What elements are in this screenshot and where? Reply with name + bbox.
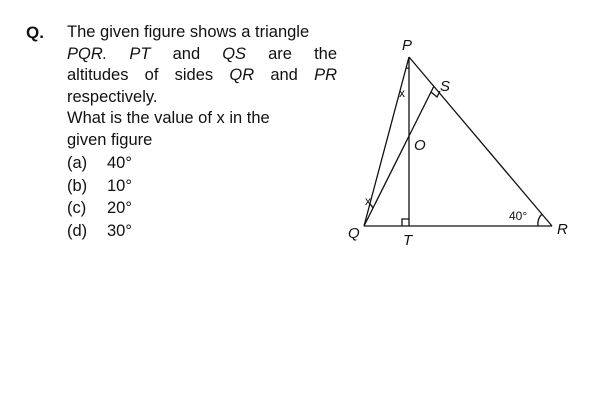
angle-label-x-q: x bbox=[365, 194, 371, 208]
word: sides bbox=[174, 66, 214, 84]
word: QR bbox=[229, 66, 255, 84]
word: PQR. bbox=[67, 44, 108, 63]
option-label: (a) bbox=[67, 154, 88, 172]
option-label: (d) bbox=[67, 221, 88, 240]
side-pr bbox=[409, 57, 552, 226]
option-label: (c) bbox=[67, 199, 87, 217]
vertex-label-o: O bbox=[414, 137, 426, 154]
word: the bbox=[314, 44, 337, 63]
word: PT bbox=[129, 44, 151, 63]
question-line-4: respectively. bbox=[67, 87, 158, 106]
word: are bbox=[268, 44, 292, 63]
vertex-label-r: R bbox=[557, 221, 568, 238]
option-label: (b) bbox=[67, 176, 88, 195]
angle-label-r: 40° bbox=[509, 209, 528, 223]
word: of bbox=[144, 66, 159, 84]
angle-arc-r bbox=[538, 214, 542, 226]
option-value: 30° bbox=[107, 221, 132, 240]
word: and bbox=[172, 44, 201, 63]
word: and bbox=[270, 66, 298, 84]
word: PR bbox=[314, 66, 337, 84]
right-angle-mark-t bbox=[402, 219, 409, 226]
vertex-label-t: T bbox=[403, 232, 413, 249]
vertex-label-s: S bbox=[440, 78, 451, 95]
vertex-label-p: P bbox=[402, 37, 413, 54]
question-number: Q. bbox=[26, 23, 44, 42]
option-value: 40° bbox=[107, 154, 132, 172]
word: altitudes bbox=[67, 66, 129, 84]
question-line-5: What is the value of x in the bbox=[67, 109, 270, 127]
word: QS bbox=[222, 44, 247, 63]
question-line-1: The given figure shows a triangle bbox=[67, 23, 310, 41]
option-value: 20° bbox=[107, 199, 132, 217]
option-value: 10° bbox=[107, 176, 132, 195]
altitude-qs bbox=[364, 86, 434, 226]
question-line-6: given figure bbox=[67, 130, 153, 149]
vertex-label-q: Q bbox=[348, 225, 360, 242]
angle-label-x-p: x bbox=[399, 86, 405, 100]
